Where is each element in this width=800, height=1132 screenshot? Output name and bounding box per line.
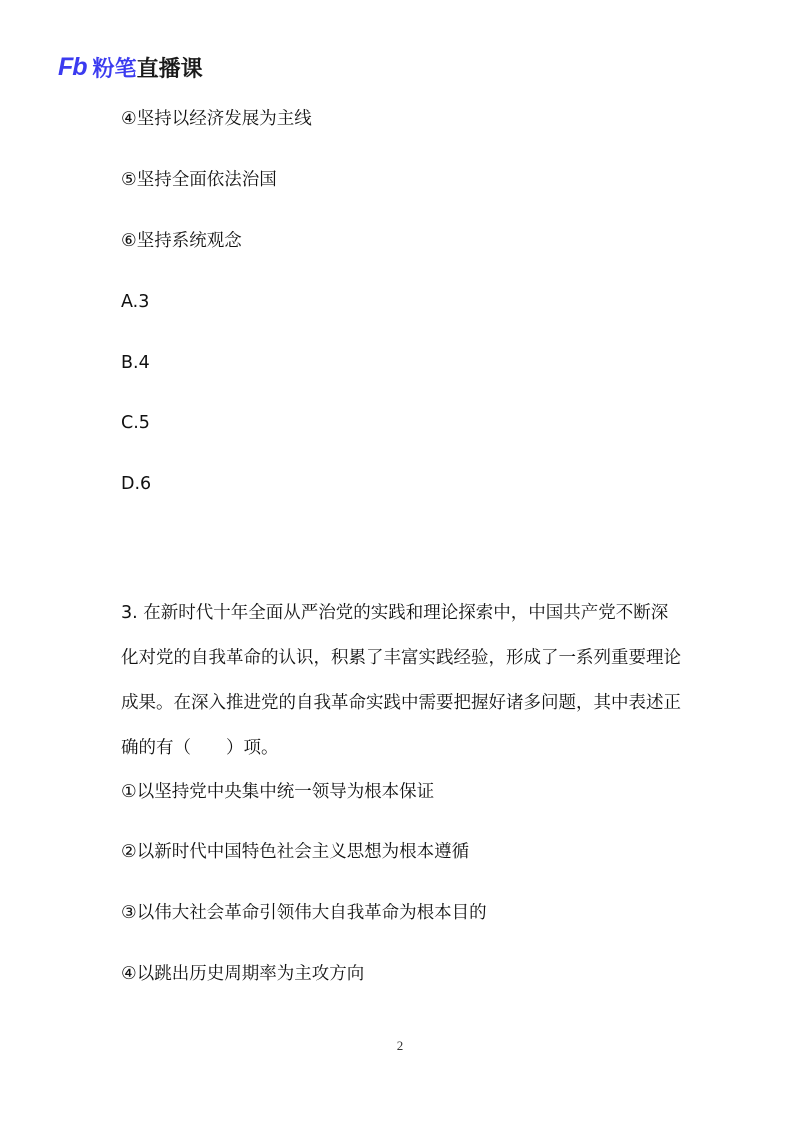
q2-option-a: A.3	[121, 292, 150, 312]
q2-option-b: B.4	[121, 353, 150, 373]
q3-item-2: ②以新时代中国特色社会主义思想为根本遵循	[121, 842, 470, 862]
q3-item-4: ④以跳出历史周期率为主攻方向	[121, 964, 365, 984]
page-number: 2	[396, 1038, 404, 1053]
q3-item-3: ③以伟大社会革命引领伟大自我革命为根本目的	[121, 903, 487, 923]
q2-option-d: D.6	[121, 474, 152, 494]
fb-logo-icon: Fb	[58, 52, 87, 81]
q2-item-4: ④坚持以经济发展为主线	[121, 109, 312, 129]
logo-sub-text: 直播课	[136, 56, 203, 82]
q2-item-6: ⑥坚持系统观念	[121, 231, 242, 251]
q2-item-5: ⑤坚持全面依法治国	[121, 170, 277, 190]
q3-item-1: ①以坚持党中央集中统一领导为根本保证	[121, 782, 435, 802]
header-logo	[58, 52, 203, 82]
q2-option-c: C.5	[121, 413, 150, 433]
logo-brand-text: 粉笔	[92, 56, 137, 82]
q3-stem: 3. 在新时代十年全面从严治党的实践和理论探索中，中国共产党不断深化对党的自我革命的认识，积累了丰富实践经验，形成了一系列重要理论成果。在深入推进党的自我革命实践中需要把握好诸多问题，其中表述正确的有（ ）项。	[121, 603, 681, 758]
